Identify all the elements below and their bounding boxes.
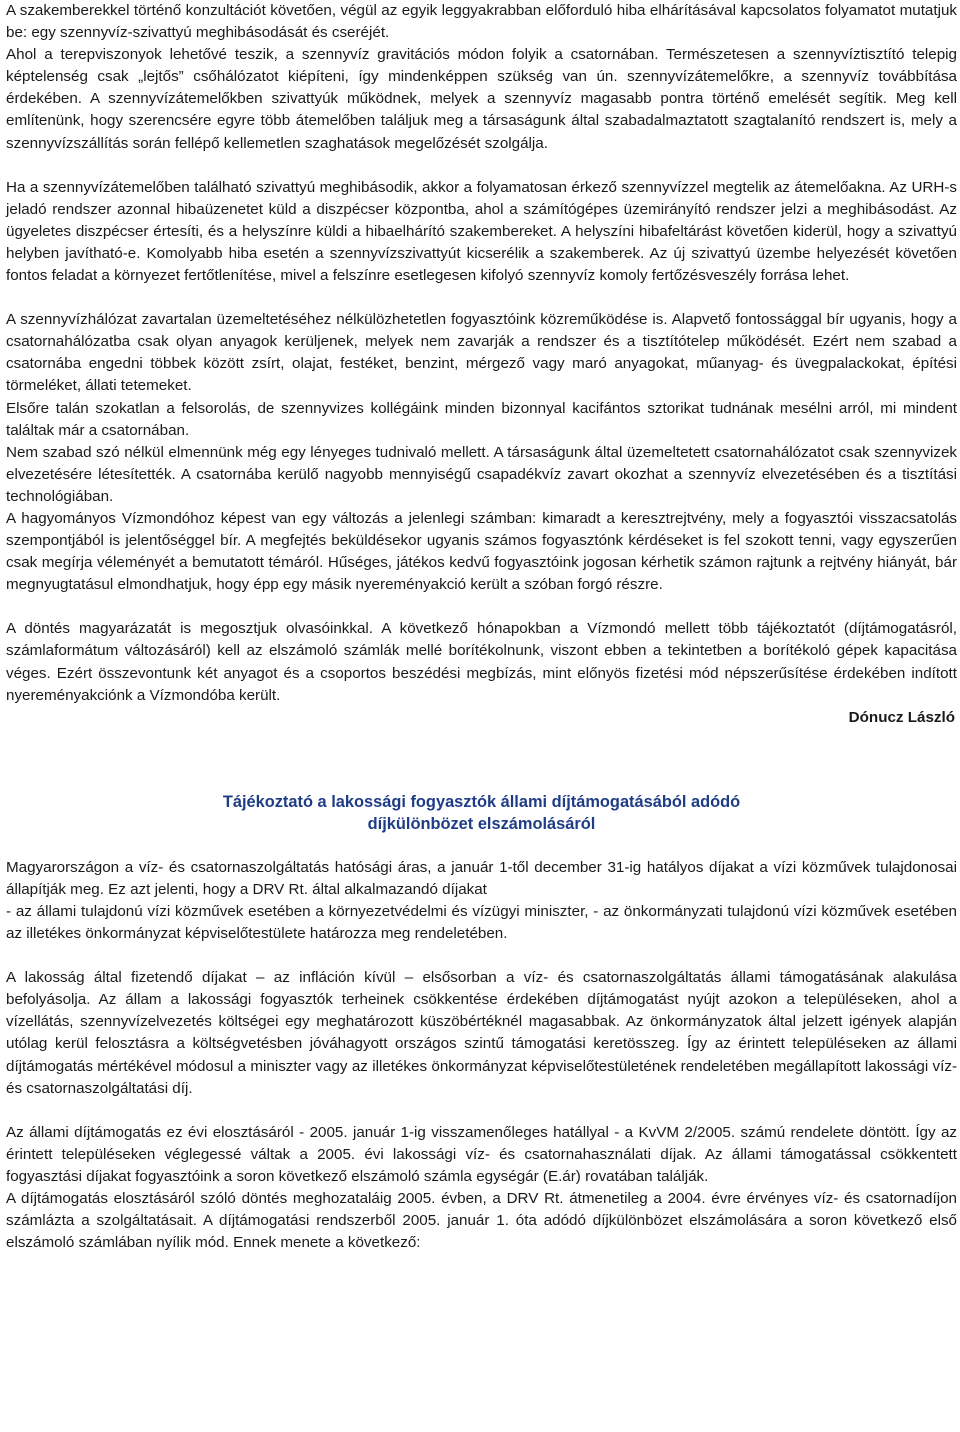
article1-paragraph-2: Ahol a terepviszonyok lehetővé teszik, a szennyvíz gravitációs módon folyik a csatornában. Természetesen a szennyvíztisztító telepig képtelenség csak „lejtős” csőhálózatot kiépíteni, így mindenképpen szükség van ún. szennyvízátemelőkre, a szennyvíz továbbítása érdekében. A szennyvízátemelőkben szivattyúk működnek, melyek a szennyvíz magasabb pontra történő emelését segítik. Meg kell említenünk, hogy szerencsére egyre több átemelőben találjuk meg a társaságunk által szabadalmaztatott szagtalanító rendszert is, mely a szennyvízszállítás során fellépő kellemetlen szaghatások megelőzését szolgálja. (6, 46, 957, 152)
article1-paragraph-7: A hagyományos Vízmondóhoz képest van egy változás a jelenlegi számban: kimaradt a keresztrejtvény, mely a fogyasztói visszacsatolás szempontjából is jelentőséggel bír. A megfejtés beküldésekor ugyanis számos fogyasztónk kérdéseket is fel szokott tenni, vagy egyszerűen csak megírja véleményét a bemutatott témáról. Hűséges, játékos kedvű fogyasztóink jogosan kérhetik számon rajtunk a rejtvény hiányát, bár megnyugtatásul elmondhatjuk, hogy épp egy másik nyereményakció került a szóban forgó részre. (6, 509, 957, 594)
paragraph-gap (6, 287, 957, 309)
paragraph-gap (6, 1100, 957, 1122)
article1-paragraph-4: A szennyvízhálózat zavartalan üzemeltetéséhez nélkülözhetetlen fogyasztóink közreműködése is. Alapvető fontossággal bír ugyanis, hogy a csatornahálózatba csak olyan anyagok kerüljenek, melyek nem zavarják a rendszer és a tisztítótelep működését. Ezért nem szabad a csatornába engedni többek között zsírt, olajat, festéket, benzint, mérgező vagy maró anyagokat, műanyag- és üvegpalackokat, építési törmeléket, állati tetemeket. (6, 311, 957, 395)
paragraph-gap (6, 945, 957, 967)
article2-paragraph-2: - az állami tulajdonú vízi közművek esetében a környezetvédelmi és vízügyi miniszter, - az önkormányzati tulajdonú vízi közművek esetében az illetékes önkormányzat képviselőtestülete határozza meg rendeletében. (6, 903, 957, 943)
paragraph-gap (6, 596, 957, 618)
article2-paragraph-5: A díjtámogatás elosztásáról szóló döntés meghozataláig 2005. évben, a DRV Rt. átmenetileg a 2004. évre érvényes víz- és csatornadíjon számlázta a szolgáltatásait. A díjtámogatási rendszerből 2005. január 1. óta adódó díjkülönbözet elszámolására a soron következő első elszámoló számlában nyílik mód. Ennek menete a következő: (6, 1190, 957, 1252)
section-title-line-2: díjkülönbözet elszámolásáról (367, 814, 596, 833)
article2-paragraph-4: Az állami díjtámogatás ez évi elosztásáról - 2005. január 1-ig visszamenőleges hatállyal - a KvVM 2/2005. számú rendelete döntött. Így az érintett településeken véglegessé váltak a 2005. évi lakossági víz- és csatornahasználati díjak. Az állami támogatással csökkentett fogyasztási díjakat fogyasztóink a soron következő elszámoló számla egységár (E.ár) rovatában találják. (6, 1123, 957, 1185)
article2-paragraph-1: Magyarországon a víz- és csatornaszolgáltatás hatósági áras, a január 1-től december 31-ig hatályos díjakat a vízi közművek tulajdonosai állapítják meg. Ez azt jelenti, hogy a DRV Rt. által alkalmazandó díjakat (6, 858, 957, 898)
author-signature: Dónucz László (848, 708, 955, 726)
article2-paragraph-3: A lakosság által fizetendő díjakat – az infláción kívül – elsősorban a víz- és csatornaszolgáltatás állami támogatásának alakulása befolyásolja. Az állam a lakossági fogyasztók terheinek csökkentése érdekében díjtámogatást nyújt azokon a településeken, ahol a vízellátás, szennyvízelvezetés költségei egy meghatározott küszöbértéknél magasabbak. Az önkormányzatok által jelzett igények alapján utólag kerül felosztásra a költségvetésben jóváhagyott országos szintű támogatási keretösszeg. Így az érintett településeken az állami díjtámogatás mértékével módosul a miniszter vagy az illetékes önkormányzat képviselőtestületének rendeletében megállapított lakossági víz- és csatornaszolgáltatási díj. (6, 969, 957, 1097)
section-title-line-1: Tájékoztató a lakossági fogyasztók állami díjtámogatásából adódó (222, 792, 741, 811)
document-page (6, 0, 957, 1254)
article1-paragraph-6: Nem szabad szó nélkül elmennünk még egy lényeges tudnivaló mellett. A társaságunk által üzemeltetett csatornahálózatot csak szennyvizek elvezetésére létesítették. A csatornába kerülő nagyobb mennyiségű csapadékvíz zavart okozhat a szennyvíz elvezetésében és a tisztítási technológiában. (6, 443, 957, 505)
article1-paragraph-3: Ha a szennyvízátemelőben található szivattyú meghibásodik, akkor a folyamatosan érkező szennyvízzel megtelik az átemelőakna. Az URH-s jeladó rendszer azonnal hibaüzenetet küld a diszpécser központba, ahol a számítógépes üzemirányító rendszer jelzi a meghibásodást. Az ügyeletes diszpécser értesíti, és a helyszínre küldi a hibaelhárító szakembereket. A helyszíni hibafeltárást követően kiderül, hogy a szivattyú helyben javítható-e. Komolyabb hiba esetén a szennyvízszivattyút kicserélik a szakemberek. Az új szivattyú üzembe helyezését követően fontos feladat a környezet fertőtlenítése, mivel a felszínre esetlegesen kifolyó szennyvíz komoly fertőzésveszély forrása lehet. (6, 178, 957, 285)
paragraph-gap (6, 155, 957, 177)
paragraph-gap (6, 835, 957, 857)
article1-paragraph-8: A döntés magyarázatát is megosztjuk olvasóinkkal. A következő hónapokban a Vízmondó mellett több tájékoztatót (díjtámogatásról, számlaformátum változásáról) kell az elszámoló számlák mellé borítékolnunk, viszont ebben a tekintetben a borítékoló gépek kapacitása véges. Ezért összevontunk két anyagot és a csoportos beszédési megbízás, mint előnyös fizetési mód népszerűsítése érdekében indított nyereményakciónk a Vízmondóba került. (6, 620, 957, 704)
section-spacer (6, 729, 957, 791)
article1-paragraph-1: A szakemberekkel történő konzultációt követően, végül az egyik leggyakrabban előforduló hiba elhárításával kapcsolatos folyamatot mutatjuk be: egy szennyvíz-szivattyú meghibásodását és cseréjét. (6, 2, 957, 42)
article1-paragraph-5: Elsőre talán szokatlan a felsorolás, de szennyvizes kollégáink minden bizonnyal kacifántos sztorikat tudnának mesélni arról, mi mindent találtak már a csatornában. (6, 399, 957, 439)
